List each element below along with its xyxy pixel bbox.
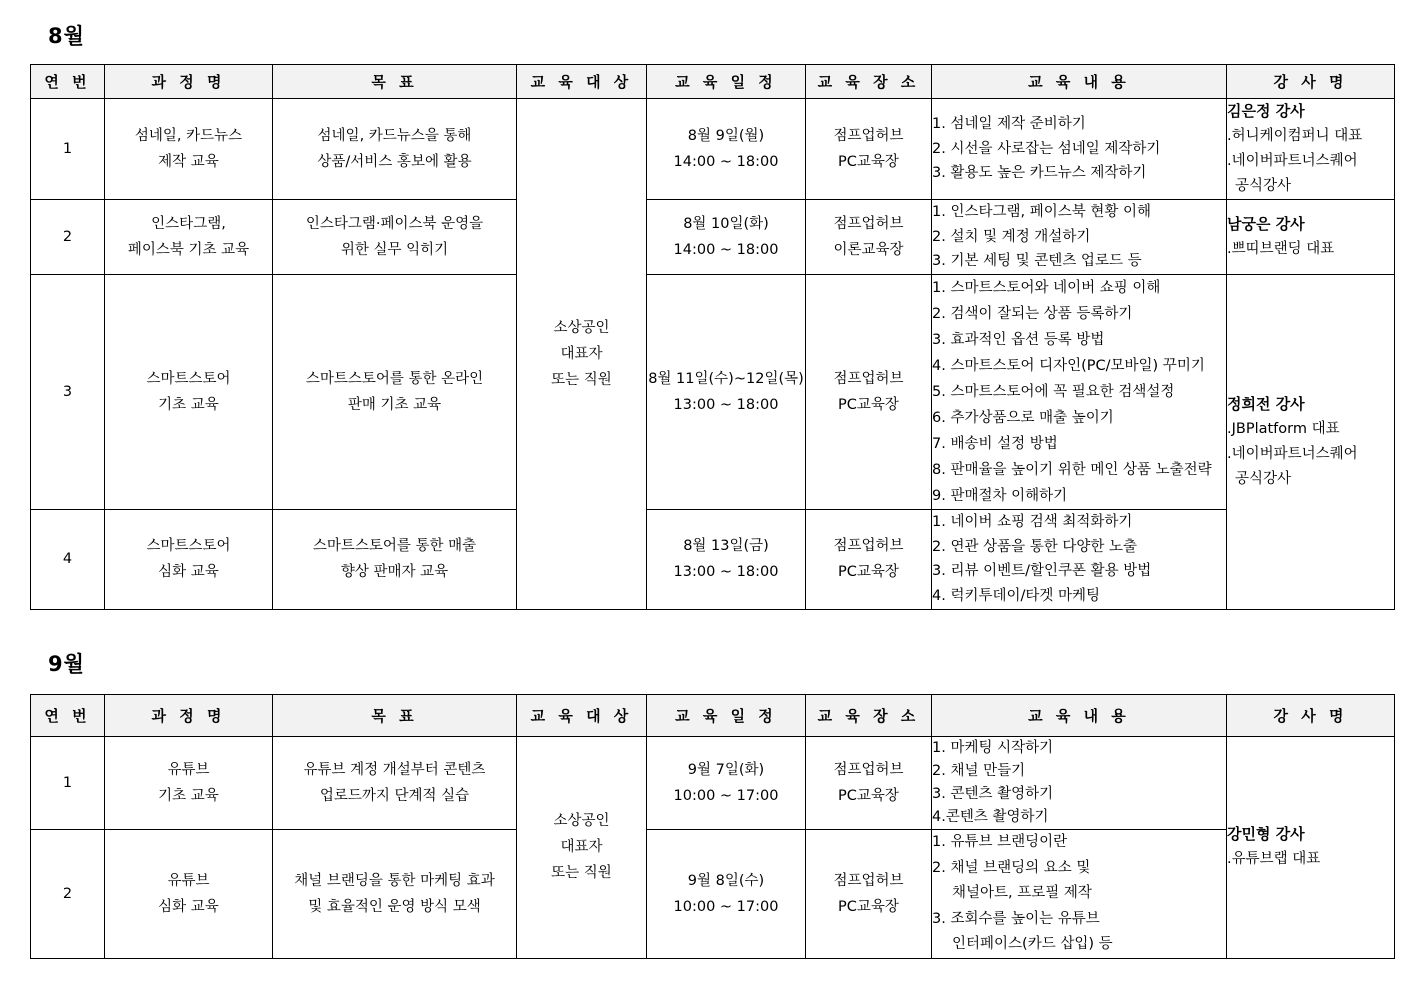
course-content: 1. 섬네일 제작 준비하기 2. 시선을 사로잡는 섬네일 제작하기 3. 활용도 높은 카드뉴스 제작하기 bbox=[932, 99, 1227, 200]
course-place: 점프업허브 PC교육장 bbox=[806, 830, 932, 959]
course-name: 인스타그램, 페이스북 기초 교육 bbox=[105, 200, 273, 275]
table-row bbox=[31, 274, 1395, 509]
course-goal: 섬네일, 카드뉴스을 통해 상품/서비스 홍보에 활용 bbox=[273, 99, 517, 200]
course-content: 1. 마케팅 시작하기 2. 채널 만들기 3. 콘텐츠 촬영하기 4.콘텐츠 촬영하기 bbox=[932, 737, 1227, 830]
course-content: 1. 네이버 쇼핑 검색 최적화하기 2. 연관 상품을 통한 다양한 노출 3. 리뷰 이벤트/할인쿠폰 활용 방법 4. 럭키투데이/타겟 마케팅 bbox=[932, 509, 1227, 609]
row-number: 1 bbox=[31, 99, 105, 200]
course-place: 점프업허브 PC교육장 bbox=[806, 509, 932, 609]
header-schedule: 교 육 일 정 bbox=[647, 65, 806, 99]
course-goal: 유튜브 계정 개설부터 콘텐츠 업로드까지 단계적 실습 bbox=[273, 737, 517, 830]
header-target: 교 육 대 상 bbox=[517, 695, 647, 737]
header-instructor: 강 사 명 bbox=[1227, 65, 1395, 99]
course-schedule: 8월 9일(월) 14:00 ~ 18:00 bbox=[647, 99, 806, 200]
header-no: 연 번 bbox=[31, 695, 105, 737]
row-number: 4 bbox=[31, 509, 105, 609]
header-instructor: 강 사 명 bbox=[1227, 695, 1395, 737]
header-content: 교 육 내 용 bbox=[932, 695, 1227, 737]
table-row bbox=[31, 200, 1395, 275]
course-place: 점프업허브 PC교육장 bbox=[806, 737, 932, 830]
instructor-info: 정희전 강사 .JBPlatform 대표 .네이버파트너스퀘어 공식강사 bbox=[1227, 274, 1395, 609]
row-number: 1 bbox=[31, 737, 105, 830]
header-goal: 목 표 bbox=[273, 695, 517, 737]
header-course: 과 정 명 bbox=[105, 695, 273, 737]
course-place: 점프업허브 PC교육장 bbox=[806, 274, 932, 509]
course-content: 1. 유튜브 브랜딩이란 2. 채널 브랜딩의 요소 및 채널아트, 프로필 제작 3. 조회수를 높이는 유튜브 인터페이스(카드 삽입) 등 bbox=[932, 830, 1227, 959]
course-schedule: 9월 7일(화) 10:00 ~ 17:00 bbox=[647, 737, 806, 830]
header-course: 과 정 명 bbox=[105, 65, 273, 99]
course-name: 섬네일, 카드뉴스 제작 교육 bbox=[105, 99, 273, 200]
instructor-info: 강민형 강사 .유튜브랩 대표 bbox=[1227, 737, 1395, 959]
august-header-row bbox=[31, 65, 1395, 99]
instructor-name: 남궁은 강사 bbox=[1227, 214, 1305, 233]
course-name: 유튜브 기초 교육 bbox=[105, 737, 273, 830]
header-place: 교 육 장 소 bbox=[806, 65, 932, 99]
september-header-row bbox=[31, 695, 1395, 737]
september-title: 9월 bbox=[48, 652, 85, 676]
row-number: 2 bbox=[31, 830, 105, 959]
instructor-info: 남궁은 강사 .쁘띠브랜딩 대표 bbox=[1227, 200, 1395, 275]
header-schedule: 교 육 일 정 bbox=[647, 695, 806, 737]
course-schedule: 8월 10일(화) 14:00 ~ 18:00 bbox=[647, 200, 806, 275]
table-row bbox=[31, 830, 1395, 959]
instructor-info: 김은정 강사 .허니케이컴퍼니 대표 .네이버파트너스퀘어 공식강사 bbox=[1227, 99, 1395, 200]
course-name: 스마트스토어 기초 교육 bbox=[105, 274, 273, 509]
instructor-name: 김은정 강사 bbox=[1227, 102, 1305, 120]
education-target: 소상공인 대표자 또는 직원 bbox=[517, 99, 647, 610]
course-schedule: 9월 8일(수) 10:00 ~ 17:00 bbox=[647, 830, 806, 959]
course-name: 유튜브 심화 교육 bbox=[105, 830, 273, 959]
september-schedule-table bbox=[30, 694, 1395, 959]
course-content: 1. 인스타그램, 페이스북 현황 이해 2. 설치 및 계정 개설하기 3. 기본 세팅 및 콘텐츠 업로드 등 bbox=[932, 200, 1227, 275]
header-place: 교 육 장 소 bbox=[806, 695, 932, 737]
table-row bbox=[31, 737, 1395, 830]
course-content: 1. 스마트스토어와 네이버 쇼핑 이해 2. 검색이 잘되는 상품 등록하기 3. 효과적인 옵션 등록 방법 4. 스마트스토어 디자인(PC/모바일) 꾸미기 5. 스마트스토어에 꼭 필요한 검색설정 6. 추가상품으로 매출 높이기 7. 배송비 설정 방법 8. 판매율을 높이기 위한 메인 상품 노출전략 9. 판매절차 이해하기 bbox=[932, 274, 1227, 509]
course-place: 점프업허브 이론교육장 bbox=[806, 200, 932, 275]
header-goal: 목 표 bbox=[273, 65, 517, 99]
table-row bbox=[31, 509, 1395, 609]
header-target: 교 육 대 상 bbox=[517, 65, 647, 99]
header-no: 연 번 bbox=[31, 65, 105, 99]
table-row bbox=[31, 99, 1395, 200]
course-place: 점프업허브 PC교육장 bbox=[806, 99, 932, 200]
course-name: 스마트스토어 심화 교육 bbox=[105, 509, 273, 609]
education-target: 소상공인 대표자 또는 직원 bbox=[517, 737, 647, 959]
course-schedule: 8월 11일(수)~12일(목) 13:00 ~ 18:00 bbox=[647, 274, 806, 509]
course-goal: 스마트스토어를 통한 온라인 판매 기초 교육 bbox=[273, 274, 517, 509]
row-number: 2 bbox=[31, 200, 105, 275]
august-title: 8월 bbox=[48, 24, 85, 48]
course-goal: 스마트스토어를 통한 매출 향상 판매자 교육 bbox=[273, 509, 517, 609]
august-schedule-table bbox=[30, 64, 1395, 610]
course-goal: 인스타그램·페이스북 운영을 위한 실무 익히기 bbox=[273, 200, 517, 275]
course-goal: 채널 브랜딩을 통한 마케팅 효과 및 효율적인 운영 방식 모색 bbox=[273, 830, 517, 959]
course-schedule: 8월 13일(금) 13:00 ~ 18:00 bbox=[647, 509, 806, 609]
row-number: 3 bbox=[31, 274, 105, 509]
instructor-name: 강민형 강사 bbox=[1227, 825, 1305, 844]
header-content: 교 육 내 용 bbox=[932, 65, 1227, 99]
instructor-name: 정희전 강사 bbox=[1227, 394, 1305, 413]
